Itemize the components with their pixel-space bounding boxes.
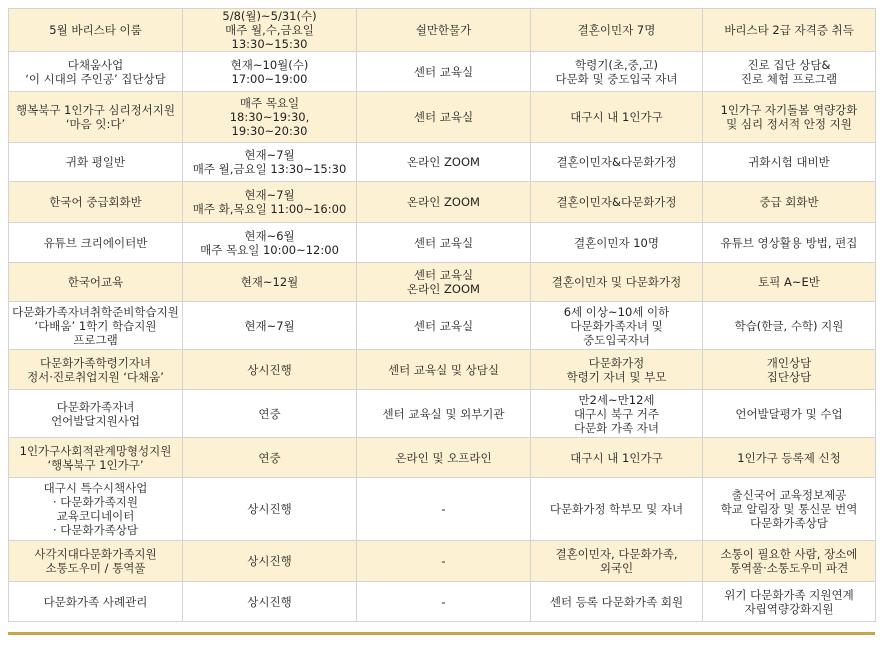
period-cell: 5/8(월)~5/31(수) 매주 월,수,금요일 13:30~15:30 [183,9,357,52]
program-name-cell: 다문화가족 사례관리 [9,582,183,622]
program-name-cell: 한국어 중급회화반 [9,182,183,223]
place-cell: 온라인 및 오프라인 [357,438,531,478]
table-row [9,182,876,223]
program-name-cell: 다문화가족자녀 언어발달지원사업 [9,390,183,438]
table-row [9,438,876,478]
program-name-cell: 다채움사업 ‘이 시대의 주인공’ 집단상담 [9,52,183,92]
program-name-cell: 5월 바리스타 이룸 [9,9,183,52]
program-table-body [9,9,876,622]
program-name-cell: 유튜브 크리에이터반 [9,223,183,263]
period-cell: 상시진행 [183,350,357,390]
content-cell: 개인상담 집단상담 [703,350,876,390]
table-row [9,223,876,263]
table-row [9,92,876,143]
period-cell: 매주 목요일 18:30~19:30, 19:30~20:30 [183,92,357,143]
table-row [9,263,876,302]
place-cell: 온라인 ZOOM [357,143,531,182]
table-row [9,302,876,350]
program-name-cell: 대구시 특수시책사업 · 다문화가족지원 교육코디네이터 · 다문화가족상담 [9,478,183,541]
table-row [9,390,876,438]
program-table [8,8,876,622]
target-cell: 결혼이민자 7명 [531,9,703,52]
content-cell: 유튜브 영상활용 방법, 편집 [703,223,876,263]
content-cell: 학습(한글, 수학) 지원 [703,302,876,350]
place-cell: 센터 교육실 온라인 ZOOM [357,263,531,302]
place-cell: 센터 교육실 [357,223,531,263]
place-cell: - [357,582,531,622]
content-cell: 1인가구 자기돌봄 역량강화 및 심리 정서적 안정 지원 [703,92,876,143]
target-cell: 6세 이상~10세 이하 다문화가족자녀 및 중도입국자녀 [531,302,703,350]
program-name-cell: 다문화가족학령기자녀 정서·진로취업지원 ‘다채움’ [9,350,183,390]
target-cell: 센터 등록 다문화가족 회원 [531,582,703,622]
target-cell: 결혼이민자&다문화가정 [531,143,703,182]
content-cell: 바리스타 2급 자격증 취득 [703,9,876,52]
table-row [9,52,876,92]
content-cell: 중급 회화반 [703,182,876,223]
target-cell: 대구시 내 1인가구 [531,92,703,143]
target-cell: 결혼이민자&다문화가정 [531,182,703,223]
period-cell: 현재~10월(수) 17:00~19:00 [183,52,357,92]
place-cell: 센터 교육실 [357,302,531,350]
target-cell: 다문화가정 학부모 및 자녀 [531,478,703,541]
content-cell: 언어발달평가 및 수업 [703,390,876,438]
period-cell: 연중 [183,438,357,478]
content-cell: 위기 다문화가족 지원연계 자립역량강화지원 [703,582,876,622]
target-cell: 결혼이민자 및 다문화가정 [531,263,703,302]
place-cell: 센터 교육실 [357,52,531,92]
program-table-wrapper [8,8,875,622]
content-cell: 귀화시험 대비반 [703,143,876,182]
program-name-cell: 한국어교육 [9,263,183,302]
content-cell: 진로 집단 상담& 진로 체험 프로그램 [703,52,876,92]
period-cell: 현재~6월 매주 목요일 10:00~12:00 [183,223,357,263]
content-cell: 소통이 필요한 사람, 장소에 통역풀·소통도우미 파견 [703,541,876,582]
period-cell: 현재~7월 매주 화,목요일 11:00~16:00 [183,182,357,223]
place-cell: 센터 교육실 [357,92,531,143]
program-name-cell: 다문화가족자녀취학준비학습지원 ‘다배움’ 1학기 학습지원 프로그램 [9,302,183,350]
place-cell: - [357,478,531,541]
table-row [9,478,876,541]
period-cell: 현재~7월 [183,302,357,350]
place-cell: 센터 교육실 및 외부기관 [357,390,531,438]
content-cell: 출신국어 교육정보제공 학교 알림장 및 통신문 번역 다문화가족상담 [703,478,876,541]
table-row [9,143,876,182]
place-cell: 온라인 ZOOM [357,182,531,223]
target-cell: 만2세~만12세 대구시 북구 거주 다문화 가족 자녀 [531,390,703,438]
table-row [9,541,876,582]
program-name-cell: 1인가구사회적관계망형성지원 ‘행복북구 1인가구’ [9,438,183,478]
period-cell: 상시진행 [183,541,357,582]
content-cell: 토픽 A~E반 [703,263,876,302]
place-cell: - [357,541,531,582]
table-row [9,9,876,52]
place-cell: 센터 교육실 및 상담실 [357,350,531,390]
target-cell: 결혼이민자 10명 [531,223,703,263]
program-name-cell: 귀화 평일반 [9,143,183,182]
target-cell: 학령기(초,중,고) 다문화 및 중도입국 자녀 [531,52,703,92]
content-cell: 1인가구 등록제 신청 [703,438,876,478]
period-cell: 현재~7월 매주 월,금요일 13:30~15:30 [183,143,357,182]
period-cell: 현재~12월 [183,263,357,302]
table-row [9,350,876,390]
target-cell: 대구시 내 1인가구 [531,438,703,478]
bottom-rule [8,632,875,635]
program-name-cell: 사각지대다문화가족지원 소통도우미 / 통역풀 [9,541,183,582]
period-cell: 상시진행 [183,478,357,541]
target-cell: 다문화가정 학령기 자녀 및 부모 [531,350,703,390]
period-cell: 연중 [183,390,357,438]
period-cell: 상시진행 [183,582,357,622]
target-cell: 결혼이민자, 다문화가족, 외국인 [531,541,703,582]
program-name-cell: 행복북구 1인가구 심리정서지원 ‘마음 잇:다’ [9,92,183,143]
place-cell: 쉴만한물가 [357,9,531,52]
table-row [9,582,876,622]
